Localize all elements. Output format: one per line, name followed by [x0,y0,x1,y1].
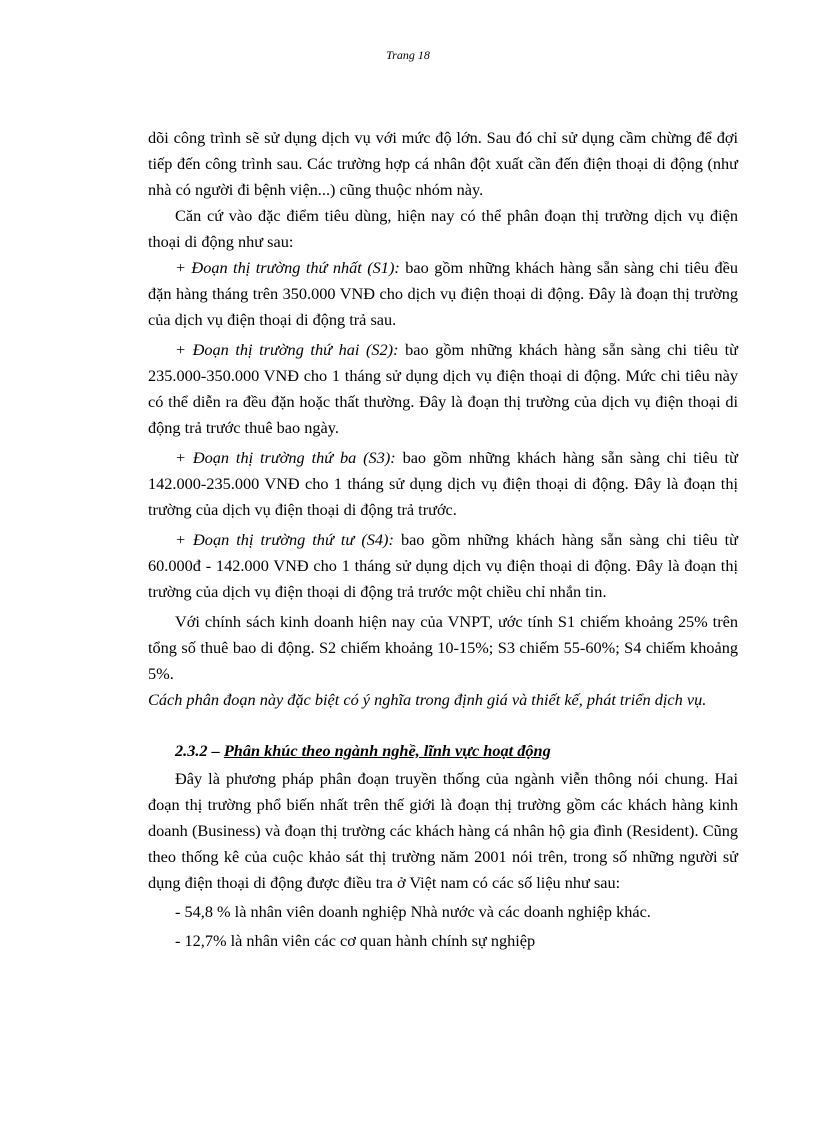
segment-s3 [148,445,738,523]
segment-s3-text: bao gồm những khách hàng sẵn sàng chi tiêu từ 142.000-235.000 VNĐ cho 1 tháng sử dụng dịch vụ điện thoại di động. Đây là đoạn thị trường của dịch vụ điện thoại di động trả trước. [148,448,738,519]
list-item: - 54,8 % là nhân viên doanh nghiệp Nhà nước và các doanh nghiệp khác. [175,902,651,921]
section-paragraph: Đây là phương pháp phân đoạn truyền thống của ngành viễn thông nói chung. Hai đoạn thị trường phổ biến nhất trên thế giới là đoạn thị trường gồm các khách hàng kinh doanh (Business) và đoạn thị trường các khách hàng cá nhân hộ gia đình (Resident). Cũng theo thống kê của cuộc khảo sát thị trường năm 2001 nói trên, trong số những người sử dụng điện thoại di động được điều tra ở Việt nam có các số liệu như sau: [148,769,738,892]
page-header [0,47,816,63]
paragraph-vnpt-estimate: Với chính sách kinh doanh hiện nay của VNPT, ước tính S1 chiếm khoảng 25% trên tổng số thuê bao di động. S2 chiếm khoảng 10-15%; S3 chiếm 55-60%; S4 chiếm khoảng 5%. [148,612,738,683]
page-number: Trang 18 [386,48,430,62]
segment-s4-label: + Đoạn thị trường thứ tư (S4): [175,530,394,549]
list-item: - 12,7% là nhân viên các cơ quan hành chính sự nghiệp [175,931,536,950]
section-number: 2.3.2 – [175,741,224,760]
segment-s1-text: bao gồm những khách hàng sẵn sàng chi tiêu đều đặn hàng tháng trên 350.000 VNĐ cho dịch vụ điện thoại di động. Đây là đoạn thị trường của dịch vụ điện thoại di động trả sau. [148,258,738,329]
segment-s1-label: + Đoạn thị trường thứ nhất (S1): [175,258,400,277]
segment-s4 [148,527,738,605]
segment-s3-label: + Đoạn thị trường thứ ba (S3): [175,448,396,467]
document-body [148,125,738,954]
segment-s2 [148,337,738,441]
paragraph-continuation: dõi công trình sẽ sử dụng dịch vụ với mức độ lớn. Sau đó chỉ sử dụng cầm chừng để đợi tiếp đến công trình sau. Các trường hợp cá nhân đột xuất cần đến điện thoại di động (như nhà có người đi bệnh viện...) cũng thuộc nhóm này. [148,128,738,199]
segment-s4-text: bao gồm những khách hàng sẵn sàng chi tiêu từ 60.000đ - 142.000 VNĐ cho 1 tháng sử dụng dịch vụ điện thoại di động. Đây là đoạn thị trường của dịch vụ điện thoại di động trả trước một chiều chỉ nhắn tin. [148,530,738,601]
section-heading [148,738,738,764]
paragraph-significance: Cách phân đoạn này đặc biệt có ý nghĩa trong định giá và thiết kế, phát triển dịch vụ. [148,690,707,709]
segment-s1 [148,255,738,333]
paragraph-segmentation-intro: Căn cứ vào đặc điểm tiêu dùng, hiện nay có thể phân đoạn thị trường dịch vụ điện thoại di động như sau: [148,206,738,251]
segment-s2-text: bao gồm những khách hàng sẵn sàng chi tiêu từ 235.000-350.000 VNĐ cho 1 tháng sử dụng dịch vụ điện thoại di động. Mức chi tiêu này có thể diễn ra đều đặn hoặc thất thường. Đây là đoạn thị trường của dịch vụ điện thoại di động trả trước thuê bao ngày. [148,340,738,437]
section-title: Phân khúc theo ngành nghề, lĩnh vực hoạt động [223,741,551,760]
segment-s2-label: + Đoạn thị trường thứ hai (S2): [175,340,399,359]
